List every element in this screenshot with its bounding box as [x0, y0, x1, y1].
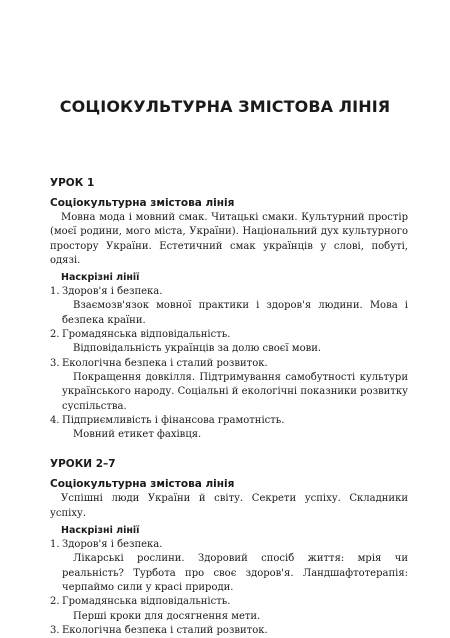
- list-item: [50, 285, 408, 299]
- list-item: [50, 328, 408, 342]
- lesson-1: [50, 176, 408, 442]
- lesson-title: УРОК 1: [50, 177, 95, 189]
- item-number: 3.: [50, 624, 60, 636]
- item-number: 1.: [50, 539, 60, 551]
- item-title: Громадянська відповідальність.: [62, 596, 231, 608]
- item-number: 2.: [50, 596, 60, 608]
- item-title: Екологічна безпека і сталий розвиток.: [62, 624, 268, 636]
- item-number: 3.: [50, 357, 60, 369]
- chapter-title: СОЦІОКУЛЬТУРНА ЗМІСТОВА ЛІНІЯ: [59, 97, 391, 116]
- item-number: 1.: [50, 286, 60, 298]
- list-item: [50, 357, 408, 371]
- content-line-title: Соціокультурна змістова лінія: [50, 478, 235, 491]
- item-description: Покращення довкілля. Підтримування самобутності культури українського народу. Соціальні й екологічні показники розвитку суспільства.: [62, 371, 408, 412]
- lesson-2-7: [50, 457, 408, 638]
- content-line-text: Успішні люди України й світу. Секрети успіху. Складники успіху.: [50, 493, 408, 519]
- item-description: Мовний етикет фахівця.: [73, 429, 202, 441]
- list-item: [50, 538, 408, 552]
- item-number: 4.: [50, 414, 60, 426]
- list-item: [50, 414, 408, 428]
- item-description: Лікарські рослини. Здоровий спосіб життя: мрія чи реальність? Турбота про своє здоров'я. Ландшафтотерапія: черпаймо сили у красі природи.: [62, 553, 408, 593]
- item-number: 2.: [50, 329, 60, 341]
- item-title: Підприємливість і фінансова грамотність.: [62, 414, 285, 426]
- page-content: [50, 176, 408, 638]
- item-title: Громадянська відповідальність.: [62, 329, 231, 341]
- item-title: Здоров'я і безпека.: [62, 286, 163, 298]
- item-description: Відповідальність українців за долю своєї мови.: [73, 343, 322, 355]
- list-item: [50, 624, 408, 638]
- cross-lines-title: Наскрізні лінії: [61, 525, 140, 537]
- content-line-title: Соціокультурна змістова лінія: [50, 197, 235, 209]
- item-title: Здоров'я і безпека.: [62, 539, 163, 551]
- item-description: Взаємозв'язок мовної практики і здоров'я людини. Мова і безпека країни.: [62, 300, 408, 326]
- item-title: Екологічна безпека і сталий розвиток.: [62, 357, 268, 369]
- list-item: [50, 595, 408, 609]
- cross-lines-title: Наскрізні лінії: [61, 272, 140, 284]
- lesson-title: УРОКИ 2–7: [50, 458, 116, 471]
- content-line-text: Мовна мода і мовний смак. Читацькі смаки. Культурний простір (моєї родини, мого міста, України). Національний дух культурного простору України. Естетичний смак українців у слові, побуті, одязі.: [50, 212, 408, 266]
- item-description: Перші кроки для досягнення мети.: [73, 610, 261, 622]
